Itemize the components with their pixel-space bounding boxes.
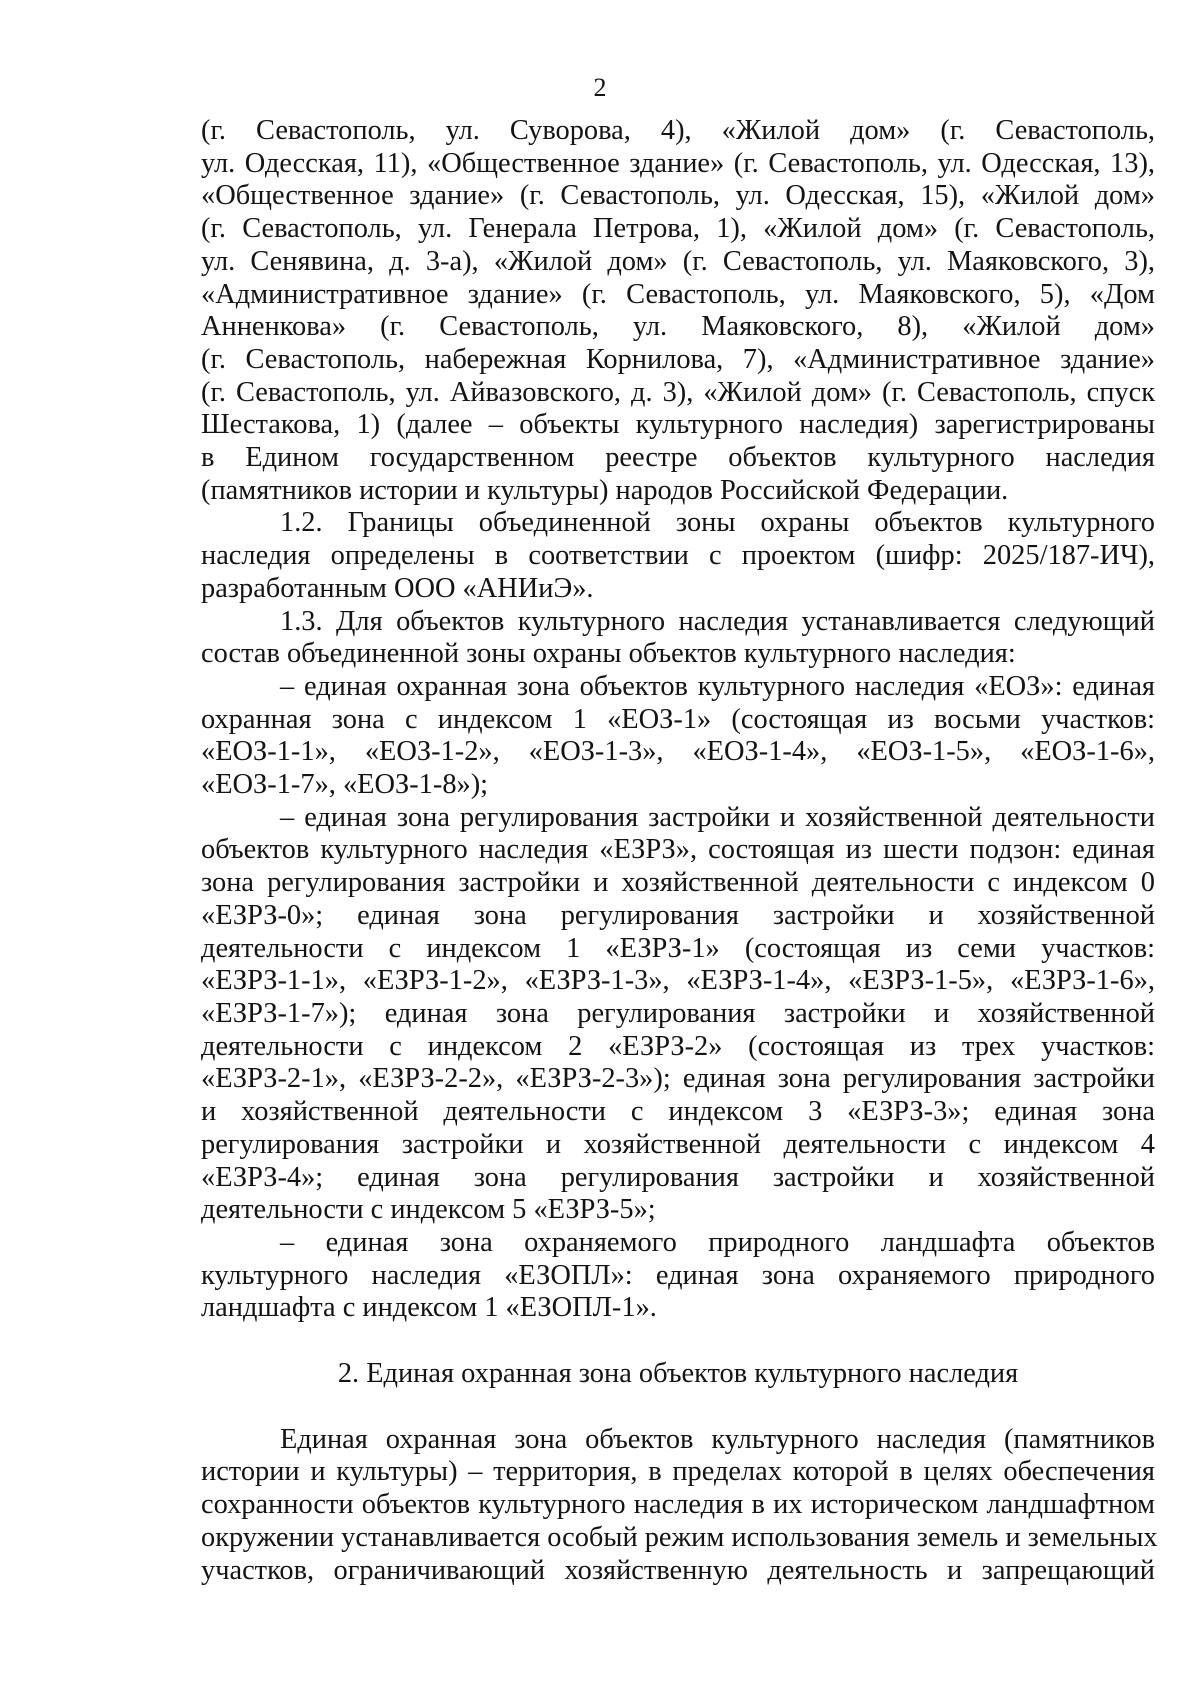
document-body — [201, 115, 1158, 1587]
text-line: (г. Севастополь, ул. Суворова, 4), «Жилой дом» (г. Севастополь, — [201, 115, 1155, 146]
text-line: зона регулирования застройки и хозяйственной деятельности с индексом 0 — [201, 867, 1155, 899]
text-line: разработанным ООО «АНИиЭ». — [201, 572, 594, 604]
list-item-ezopl — [201, 1227, 1155, 1325]
text-line: «Административное здание» (г. Севастополь, ул. Маяковского, 5), «Дом — [201, 278, 1155, 310]
text-line: – единая охранная зона объектов культурного наследия «ЕОЗ»: единая — [280, 670, 1155, 702]
section-2-paragraph — [201, 1423, 1158, 1588]
list-item-ezrz — [201, 802, 1155, 1227]
text-line: объектов культурного наследия «ЕЗРЗ», состоящая из шести подзон: единая — [201, 834, 1155, 866]
text-line: «ЕОЗ-1-7», «ЕОЗ-1-8»); — [201, 769, 489, 801]
text-line: деятельности с индексом 5 «ЕЗРЗ-5»; — [201, 1194, 656, 1226]
text-line: «ЕЗРЗ-1-1», «ЕЗРЗ-1-2», «ЕЗРЗ-1-3», «ЕЗРЗ-1-4», «ЕЗРЗ-1-5», «ЕЗРЗ-1-6», — [201, 965, 1155, 997]
text-line: «ЕЗРЗ-4»; единая зона регулирования застройки и хозяйственной — [201, 1161, 1155, 1193]
text-line: в Едином государственном реестре объектов культурного наследия — [201, 442, 1155, 474]
text-line: охранная зона с индексом 1 «ЕОЗ-1» (состоящая из восьми участков: — [201, 703, 1155, 735]
text-line: – единая зона охраняемого природного ландшафта объектов — [280, 1226, 1155, 1258]
intro-paragraph — [201, 115, 1155, 507]
text-line: ландшафта с индексом 1 «ЕЗОПЛ-1». — [201, 1292, 657, 1324]
text-line: Шестакова, 1) (далее – объекты культурного наследия) зарегистрированы — [201, 409, 1155, 441]
text-line: ул. Одесская, 11), «Общественное здание» (г. Севастополь, ул. Одесская, 13), — [201, 147, 1155, 179]
text-line: (г. Севастополь, набережная Корнилова, 7), «Административное здание» — [201, 343, 1155, 375]
text-line: «ЕЗРЗ-1-7»); единая зона регулирования застройки и хозяйственной — [201, 997, 1155, 1029]
text-line: 1.2. Границы объединенной зоны охраны объектов культурного — [280, 507, 1155, 539]
text-line: Единая охранная зона объектов культурного наследия (памятников — [280, 1423, 1155, 1455]
section-2-heading: 2. Единая охранная зона объектов культурного наследия — [337, 1358, 1019, 1390]
paragraph-1-3 — [201, 606, 1155, 671]
text-line: «Общественное здание» (г. Севастополь, ул. Одесская, 15), «Жилой дом» — [201, 180, 1155, 212]
text-line: наследия определены в соответствии с проектом (шифр: 2025/187-ИЧ), — [201, 540, 1155, 572]
text-line: ул. Сенявина, д. 3-а), «Жилой дом» (г. Севастополь, ул. Маяковского, 3), — [201, 245, 1155, 277]
text-line: (г. Севастополь, ул. Генерала Петрова, 1), «Жилой дом» (г. Севастополь, — [201, 213, 1155, 245]
text-line: – единая зона регулирования застройки и хозяйственной деятельности — [280, 801, 1155, 833]
text-line: культурного наследия «ЕЗОПЛ»: единая зона охраняемого природного — [201, 1259, 1155, 1291]
list-item-eoz — [201, 671, 1155, 802]
text-line: (г. Севастополь, ул. Айвазовского, д. 3), «Жилой дом» (г. Севастополь, спуск — [201, 376, 1155, 408]
text-line: и хозяйственной деятельности с индексом 3 «ЕЗРЗ-3»; единая зона — [201, 1096, 1155, 1128]
text-line: 1.3. Для объектов культурного наследия устанавливается следующий — [280, 605, 1155, 637]
text-line: регулирования застройки и хозяйственной деятельности с индексом 4 — [201, 1128, 1155, 1160]
text-line: «ЕЗРЗ-0»; единая зона регулирования застройки и хозяйственной — [201, 899, 1155, 931]
page-number: 2 — [593, 73, 607, 102]
text-line: (памятников истории и культуры) народов Российской Федерации. — [201, 474, 1009, 506]
text-line: деятельности с индексом 1 «ЕЗРЗ-1» (состоящая из семи участков: — [201, 932, 1155, 964]
text-line: деятельности с индексом 2 «ЕЗРЗ-2» (состоящая из трех участков: — [201, 1030, 1155, 1062]
text-line: участков, ограничивающий хозяйственную деятельность и запрещающий — [201, 1554, 1155, 1586]
paragraph-1-2 — [201, 507, 1155, 605]
text-line: окружении устанавливается особый режим использования земель и земельных — [201, 1521, 1158, 1553]
text-line: Анненкова» (г. Севастополь, ул. Маяковского, 8), «Жилой дом» — [201, 311, 1155, 343]
text-line: истории и культуры) – территория, в пределах которой в целях обеспечения — [201, 1456, 1155, 1488]
text-line: «ЕЗРЗ-2-1», «ЕЗРЗ-2-2», «ЕЗРЗ-2-3»); единая зона регулирования застройки — [201, 1063, 1155, 1095]
text-line: «ЕОЗ-1-1», «ЕОЗ-1-2», «ЕОЗ-1-3», «ЕОЗ-1-4», «ЕОЗ-1-5», «ЕОЗ-1-6», — [201, 736, 1155, 768]
text-line: состав объединенной зоны охраны объектов культурного наследия: — [201, 638, 1016, 670]
text-line: сохранности объектов культурного наследия в их историческом ландшафтном — [201, 1489, 1155, 1521]
